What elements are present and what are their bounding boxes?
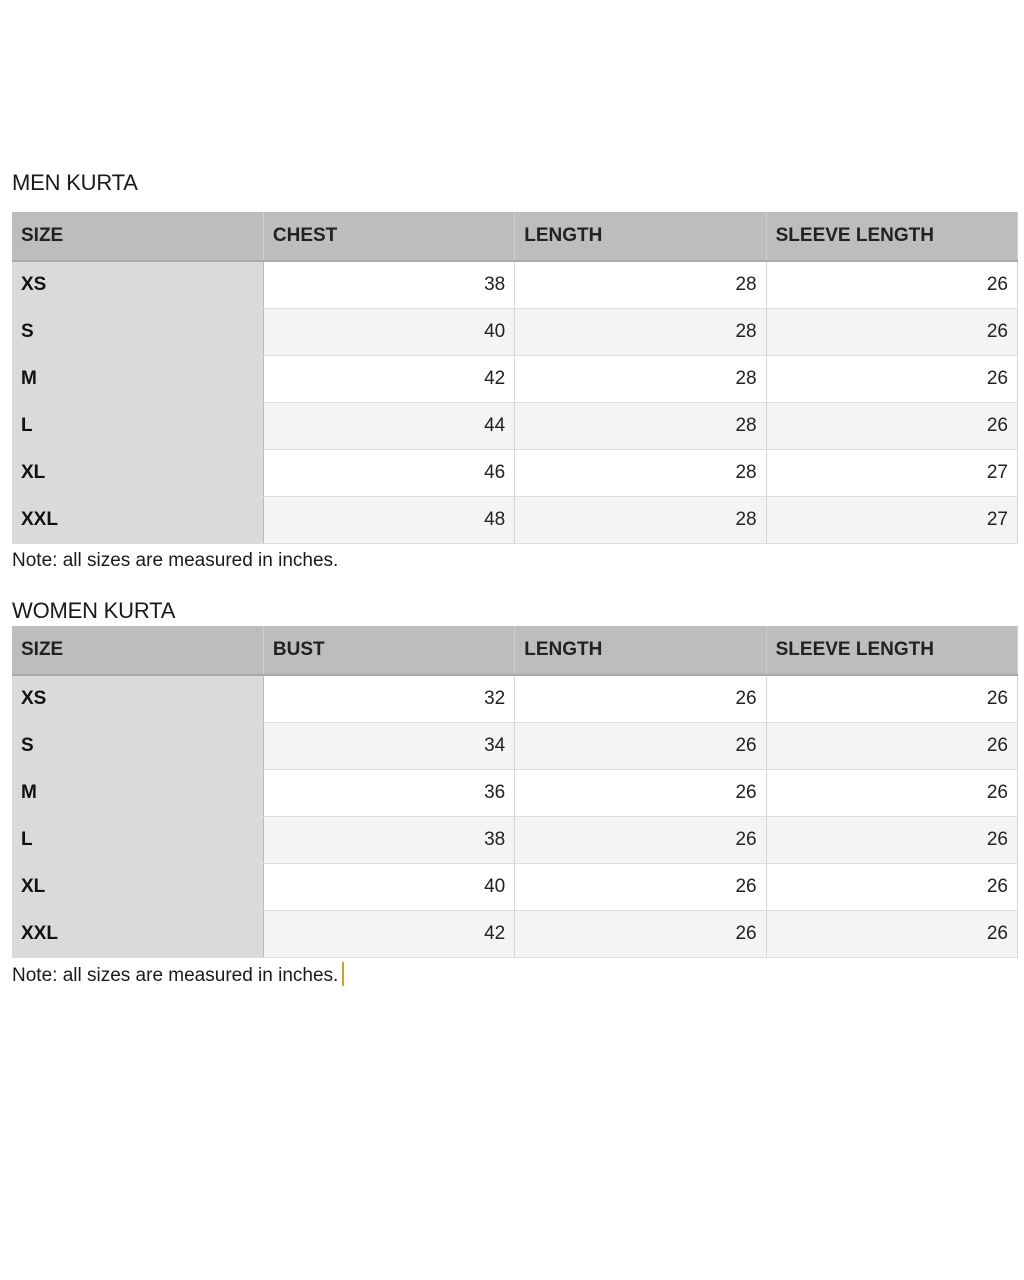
sleeve-length-cell: 26 — [766, 816, 1017, 863]
women-note-text: Note: all sizes are measured in inches. — [12, 965, 339, 986]
chest-cell: 44 — [263, 402, 514, 449]
size-cell: L — [12, 402, 263, 449]
women-size-table — [12, 626, 1018, 958]
sleeve-length-cell: 26 — [766, 863, 1017, 910]
chest-cell: 48 — [263, 496, 514, 543]
table-row — [12, 722, 1018, 769]
bust-cell: 38 — [263, 816, 514, 863]
chest-cell: 46 — [263, 449, 514, 496]
length-cell: 28 — [515, 261, 766, 308]
chest-cell: 38 — [263, 261, 514, 308]
size-cell: S — [12, 308, 263, 355]
sleeve-length-cell: 26 — [766, 355, 1017, 402]
size-cell: XL — [12, 449, 263, 496]
sleeve-length-cell: 26 — [766, 261, 1017, 308]
size-cell: S — [12, 722, 263, 769]
length-cell: 26 — [515, 816, 766, 863]
length-cell: 26 — [515, 722, 766, 769]
sleeve-length-cell: 27 — [766, 496, 1017, 543]
size-cell: M — [12, 355, 263, 402]
women-note[interactable] — [12, 962, 344, 987]
length-cell: 28 — [515, 355, 766, 402]
column-header-bust: BUST — [263, 626, 514, 675]
column-header-size: SIZE — [12, 626, 263, 675]
men-note: Note: all sizes are measured in inches. — [12, 550, 339, 571]
table-row — [12, 769, 1018, 816]
size-cell: M — [12, 769, 263, 816]
table-row — [12, 355, 1018, 402]
size-cell: XXL — [12, 910, 263, 957]
length-cell: 28 — [515, 449, 766, 496]
size-cell: XS — [12, 261, 263, 308]
table-row — [12, 449, 1018, 496]
bust-cell: 32 — [263, 675, 514, 722]
column-header-length: LENGTH — [515, 212, 766, 261]
size-cell: XL — [12, 863, 263, 910]
column-header-sleeve-length: SLEEVE LENGTH — [766, 626, 1017, 675]
sleeve-length-cell: 26 — [766, 769, 1017, 816]
column-header-chest: CHEST — [263, 212, 514, 261]
table-row — [12, 261, 1018, 308]
length-cell: 28 — [515, 308, 766, 355]
length-cell: 28 — [515, 496, 766, 543]
size-cell: XS — [12, 675, 263, 722]
bust-cell: 36 — [263, 769, 514, 816]
chest-cell: 40 — [263, 308, 514, 355]
table-row — [12, 910, 1018, 957]
bust-cell: 42 — [263, 910, 514, 957]
men-size-table — [12, 212, 1018, 544]
table-row — [12, 675, 1018, 722]
length-cell: 28 — [515, 402, 766, 449]
table-row — [12, 308, 1018, 355]
sleeve-length-cell: 26 — [766, 675, 1017, 722]
sleeve-length-cell: 26 — [766, 910, 1017, 957]
column-header-sleeve-length: SLEEVE LENGTH — [766, 212, 1017, 261]
table-header-row — [12, 626, 1018, 675]
men-kurta-title: MEN KURTA — [12, 170, 138, 195]
length-cell: 26 — [515, 675, 766, 722]
sleeve-length-cell: 26 — [766, 722, 1017, 769]
length-cell: 26 — [515, 910, 766, 957]
bust-cell: 40 — [263, 863, 514, 910]
length-cell: 26 — [515, 863, 766, 910]
women-kurta-title: WOMEN KURTA — [12, 598, 176, 623]
table-row — [12, 863, 1018, 910]
sleeve-length-cell: 26 — [766, 402, 1017, 449]
chest-cell: 42 — [263, 355, 514, 402]
text-cursor — [342, 962, 344, 986]
table-header-row — [12, 212, 1018, 261]
length-cell: 26 — [515, 769, 766, 816]
table-row — [12, 402, 1018, 449]
size-cell: L — [12, 816, 263, 863]
bust-cell: 34 — [263, 722, 514, 769]
table-row — [12, 496, 1018, 543]
table-row — [12, 816, 1018, 863]
column-header-size: SIZE — [12, 212, 263, 261]
column-header-length: LENGTH — [515, 626, 766, 675]
size-cell: XXL — [12, 496, 263, 543]
sleeve-length-cell: 26 — [766, 308, 1017, 355]
sleeve-length-cell: 27 — [766, 449, 1017, 496]
